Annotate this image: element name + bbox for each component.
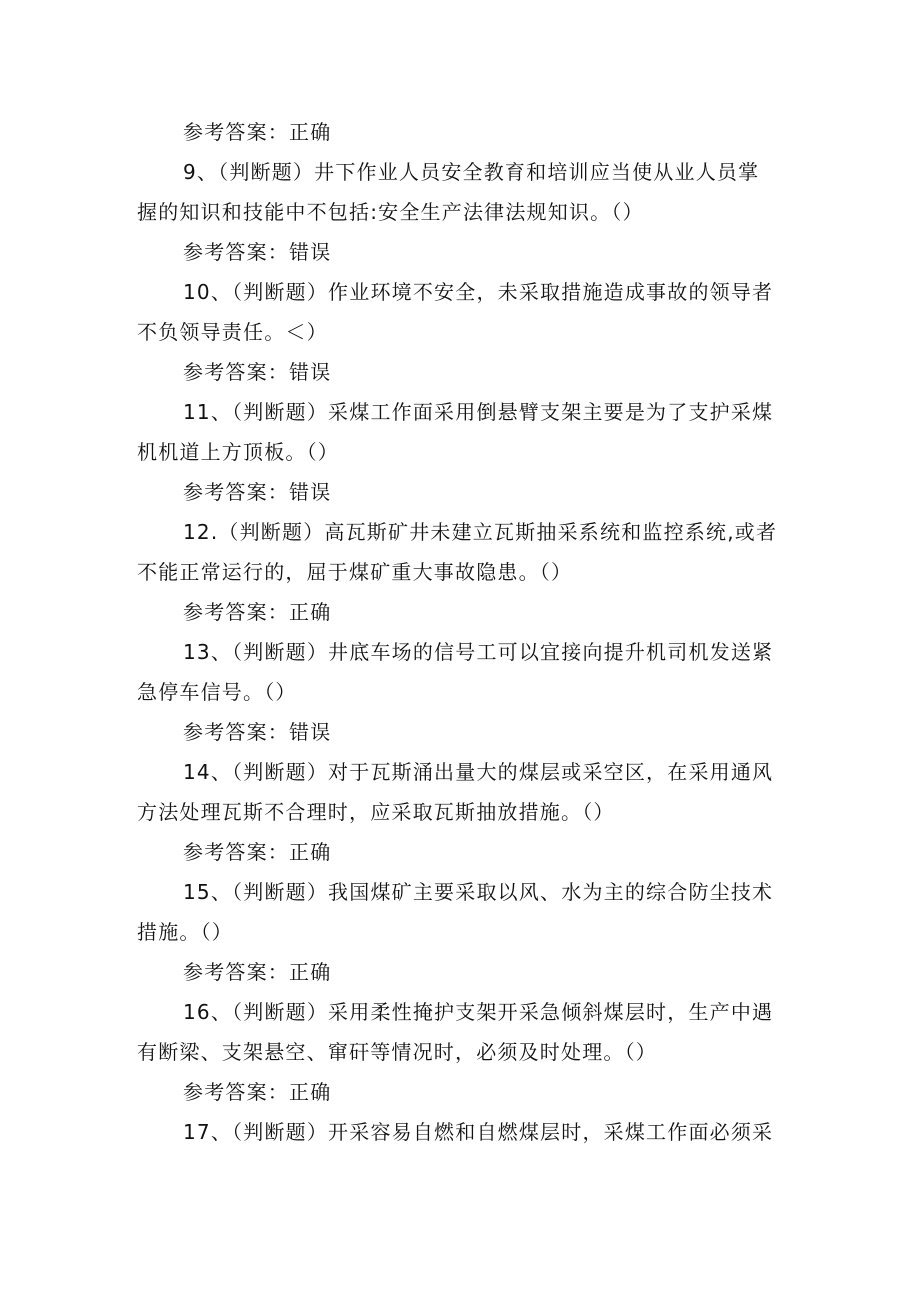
question-item (137, 272, 787, 392)
question-text-continued: 有断梁、支架悬空、窜矸等情况时，必须及时处理。（） (137, 1040, 657, 1064)
answer-line: 参考答案：正确 (183, 840, 332, 864)
question-item (137, 992, 787, 1112)
question-item (137, 752, 787, 872)
question-text: 9、（判断题）井下作业人员安全教育和培训应当使从业人员掌 (183, 160, 760, 184)
question-text: 13、（判断题）井底车场的信号工可以宜接向提升机司机发送紧 (183, 640, 774, 664)
answer-line: 参考答案：错误 (183, 240, 332, 264)
question-text-continued: 不能正常运行的，屈于煤矿重大事故隐患。（） (137, 560, 573, 584)
question-text-continued: 握的知识和技能中不包括:安全生产法律法规知识。（） (137, 200, 644, 224)
question-text: 17、（判断题）开采容易自燃和自燃煤层时，采煤工作面必须采 (183, 1120, 774, 1144)
question-item (137, 152, 787, 272)
answer-line: 参考答案：正确 (183, 960, 332, 984)
question-text-continued: 措施。（） (137, 920, 233, 944)
question-text: 11、（判断题）采煤工作面采用倒悬臂支架主要是为了支护采煤 (183, 400, 774, 424)
answer-line: 参考答案：正确 (183, 600, 332, 624)
answer-line: 参考答案：正确 (183, 120, 332, 144)
question-item (137, 392, 787, 512)
question-list (137, 112, 787, 1152)
question-item (137, 512, 787, 632)
question-text-continued: 不负领导责任。＜） (137, 320, 328, 344)
question-text-continued: 方法处理瓦斯不合理时，应采取瓦斯抽放措施。（） (137, 800, 615, 824)
question-text: 12.（判断题）高瓦斯矿井未建立瓦斯抽采系统和监控系统,或者 (183, 520, 778, 544)
answer-line: 参考答案：错误 (183, 480, 332, 504)
question-text: 10、（判断题）作业环境不安全，未采取措施造成事故的领导者 (183, 280, 774, 304)
question-text-continued: 机机道上方顶板。（） (137, 440, 339, 464)
question-item (137, 872, 787, 992)
question-text: 16、（判断题）采用柔性掩护支架开采急倾斜煤层时，生产中遇 (183, 1000, 774, 1024)
question-text: 14、（判断题）对于瓦斯涌出量大的煤层或采空区，在采用通风 (183, 760, 774, 784)
question-text-continued: 急停车信号。（） (137, 680, 297, 704)
answer-line: 参考答案：正确 (183, 1080, 332, 1104)
question-item (137, 632, 787, 752)
answer-line: 参考答案：错误 (183, 720, 332, 744)
answer-line: 参考答案：错误 (183, 360, 332, 384)
question-text: 15、（判断题）我国煤矿主要采取以风、水为主的综合防尘技术 (183, 880, 774, 904)
